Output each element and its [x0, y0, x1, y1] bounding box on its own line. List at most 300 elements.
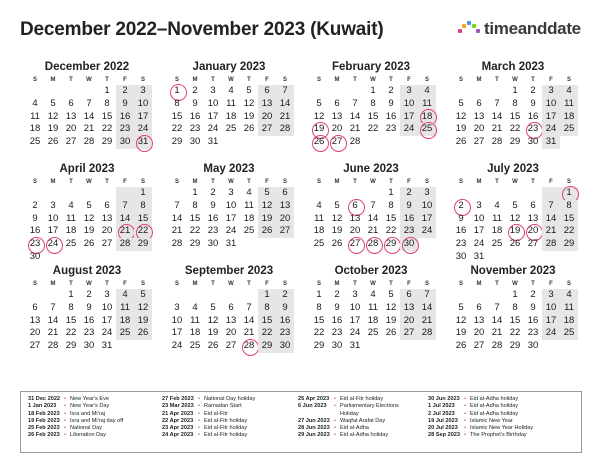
day-cell: 26: [455, 136, 467, 148]
day-cell: 26: [134, 327, 152, 340]
day-cell: 23: [189, 123, 201, 135]
empty-day-cell: [186, 289, 204, 302]
weekday-header: F: [265, 179, 269, 185]
weekday-header: S: [140, 179, 145, 185]
day-cell: 11: [314, 212, 324, 224]
day-cell: 17: [542, 111, 560, 124]
days-grid: [310, 85, 438, 149]
month-calendar: [300, 60, 442, 162]
day-cell: 5: [458, 97, 464, 109]
day-cell: 8: [134, 200, 152, 213]
day-cell: 15: [509, 314, 521, 326]
timeanddate-logo[interactable]: [458, 19, 581, 39]
day-cell: 29: [189, 238, 201, 250]
holiday-day-cell: 30: [400, 238, 418, 251]
day-cell: 29: [134, 238, 152, 251]
weekday-header: F: [549, 77, 553, 83]
day-cell: 24: [225, 225, 237, 237]
day-cell: 18: [367, 314, 379, 326]
day-cell: 5: [86, 199, 92, 211]
day-cell: 13: [101, 212, 113, 224]
empty-day-cell: [488, 187, 506, 200]
legend-entry: [298, 425, 428, 432]
day-cell: 16: [527, 110, 539, 122]
month-name: December 2022: [44, 61, 130, 73]
weekday-header: S: [566, 77, 571, 83]
month-name: June 2023: [343, 163, 399, 175]
day-cell: 16: [29, 225, 41, 237]
day-cell: 12: [509, 212, 521, 224]
legend-holiday-name: Eid al-Adha holiday: [470, 403, 519, 410]
day-cell: 23: [276, 327, 294, 340]
day-cell: 11: [492, 212, 502, 224]
day-cell: 27: [258, 123, 276, 136]
legend-bullet-icon: •: [64, 425, 66, 432]
day-cell: 25: [65, 238, 77, 250]
day-cell: 23: [455, 238, 467, 250]
day-cell: 21: [367, 225, 379, 237]
legend-bullet-icon: •: [464, 425, 466, 432]
days-grid: [310, 289, 438, 353]
day-cell: 18: [313, 225, 325, 237]
empty-day-cell: [346, 187, 364, 200]
day-cell: 12: [243, 97, 255, 109]
empty-day-cell: [62, 85, 80, 98]
days-grid: [168, 187, 296, 251]
weekday-header: T: [211, 281, 215, 287]
day-cell: 17: [542, 315, 560, 328]
day-cell: 20: [65, 123, 77, 135]
day-cell: 13: [527, 212, 539, 224]
legend-bullet-icon: •: [198, 403, 200, 410]
day-cell: 27: [527, 238, 539, 250]
legend-entry: [28, 403, 162, 410]
day-cell: 24: [400, 123, 418, 136]
day-cell: 6: [228, 301, 234, 313]
day-cell: 4: [192, 301, 198, 313]
day-cell: 19: [331, 225, 343, 237]
days-grid: [26, 187, 154, 264]
legend-entry: [162, 411, 298, 418]
day-cell: 27: [29, 340, 41, 352]
holiday-day-cell: 24: [44, 238, 62, 251]
empty-day-cell: [328, 85, 346, 98]
weekday-header: S: [316, 281, 321, 287]
day-cell: 13: [331, 110, 343, 122]
legend-date: 19 Feb 2023: [28, 417, 60, 424]
day-cell: 24: [418, 225, 436, 238]
legend-holiday-name: Eid al-Fitr holiday: [340, 396, 384, 402]
day-cell: 6: [276, 187, 294, 200]
day-cell: 22: [509, 327, 521, 339]
day-cell: 22: [367, 123, 379, 135]
day-cell: 14: [542, 213, 560, 226]
weekday-header: S: [424, 77, 429, 83]
day-cell: 3: [352, 289, 358, 300]
weekday-header: S: [174, 179, 179, 185]
day-cell: 6: [32, 301, 38, 313]
legend-entry: [28, 396, 162, 403]
day-cell: 22: [385, 225, 397, 237]
month-name: May 2023: [203, 163, 255, 175]
day-cell: 16: [276, 315, 294, 328]
day-cell: 25: [560, 123, 578, 136]
day-cell: 16: [385, 110, 397, 122]
day-cell: 24: [171, 340, 183, 352]
day-cell: 4: [68, 199, 74, 211]
day-cell: 17: [473, 225, 485, 237]
day-cell: 8: [192, 199, 198, 211]
logo-dot: [458, 29, 462, 33]
day-cell: 25: [116, 327, 134, 340]
day-cell: 3: [50, 199, 56, 211]
day-cell: 29: [101, 136, 113, 148]
day-cell: 16: [455, 225, 467, 237]
day-cell: 14: [116, 213, 134, 226]
day-cell: 8: [512, 301, 518, 313]
day-cell: 12: [385, 301, 397, 313]
days-grid: [26, 85, 154, 149]
weekday-header: W: [228, 77, 234, 83]
weekday-header: S: [282, 281, 287, 287]
day-cell: 1: [316, 289, 322, 300]
day-cell: 15: [313, 314, 325, 326]
legend-holiday-name: Eid al-Fitr holiday: [204, 432, 248, 439]
day-cell: 13: [29, 314, 41, 326]
holiday-legend: [20, 391, 582, 453]
day-cell: 2: [530, 85, 536, 96]
day-cell: 7: [370, 199, 376, 211]
weekday-header: F: [407, 179, 411, 185]
day-cell: 24: [101, 327, 113, 339]
empty-day-cell: [524, 187, 542, 200]
empty-day-cell: [506, 187, 524, 200]
weekday-header: F: [123, 77, 127, 83]
day-cell: 29: [560, 238, 578, 251]
legend-entry: [28, 432, 162, 439]
legend-bullet-icon: •: [64, 417, 66, 424]
empty-day-cell: [542, 187, 560, 200]
legend-entry: [298, 432, 428, 439]
empty-day-cell: [44, 187, 62, 200]
day-cell: 20: [400, 315, 418, 328]
legend-date: 24 Apr 2023: [162, 432, 194, 439]
day-cell: 24: [349, 327, 361, 339]
day-cell: 5: [334, 199, 340, 211]
day-cell: 29: [258, 340, 276, 353]
day-cell: 10: [101, 301, 113, 313]
day-cell: 5: [258, 187, 276, 200]
month-calendar: [16, 264, 158, 366]
weekday-header: S: [32, 77, 37, 83]
weekday-header: M: [192, 179, 198, 185]
weekday-header: M: [50, 281, 56, 287]
day-cell: 20: [101, 225, 113, 237]
legend-entry: [28, 418, 162, 425]
weekday-header: M: [476, 281, 482, 287]
legend-date: 25 Apr 2023: [298, 396, 330, 402]
day-cell: 7: [418, 289, 436, 302]
day-cell: 1: [104, 85, 110, 96]
day-cell: 11: [560, 302, 578, 315]
day-cell: 27: [225, 340, 237, 352]
day-cell: 22: [509, 123, 521, 135]
empty-day-cell: [488, 85, 506, 98]
day-cell: 18: [65, 225, 77, 237]
day-cell: 11: [418, 98, 436, 111]
day-cell: 17: [207, 110, 219, 122]
day-cell: 2: [210, 187, 216, 198]
day-cell: 3: [418, 187, 436, 200]
day-cell: 15: [189, 212, 201, 224]
month-calendar: [442, 264, 584, 366]
day-cell: 16: [207, 212, 219, 224]
weekday-header: S: [282, 77, 287, 83]
day-cell: 12: [313, 110, 325, 122]
day-cell: 1: [512, 85, 518, 96]
day-cell: 26: [83, 238, 95, 250]
legend-date: 18 Feb 2023: [28, 410, 60, 417]
day-cell: 6: [476, 301, 482, 313]
weekday-header-row: [26, 280, 154, 289]
holiday-day-cell: 26: [310, 136, 328, 149]
legend-holiday-name: Isra and Mi'raj day off: [70, 417, 124, 424]
legend-date: 20 Jul 2023: [428, 425, 458, 432]
day-cell: 2: [334, 289, 340, 300]
month-calendar: [158, 60, 300, 162]
month-name: October 2023: [334, 265, 408, 277]
day-cell: 31: [225, 238, 237, 250]
legend-holiday-name: Islamic New Year Holiday: [470, 425, 534, 432]
logo-dot: [462, 24, 466, 28]
empty-day-cell: [44, 289, 62, 302]
day-cell: 9: [388, 97, 394, 109]
legend-date: 22 Apr 2023: [162, 417, 194, 424]
month-calendar: [300, 162, 442, 264]
legend-holiday-name: Eid al-Adha holiday: [470, 410, 519, 417]
weekday-header-row: [452, 178, 580, 187]
day-cell: 2: [192, 85, 198, 96]
weekday-header: W: [228, 281, 234, 287]
empty-day-cell: [470, 289, 488, 302]
empty-day-cell: [204, 289, 222, 302]
day-cell: 21: [276, 111, 294, 124]
day-cell: 8: [258, 302, 276, 315]
weekday-header: S: [458, 281, 463, 287]
weekday-header: T: [531, 281, 535, 287]
day-cell: 23: [527, 327, 539, 339]
day-cell: 10: [47, 212, 59, 224]
weekday-header: T: [495, 281, 499, 287]
weekday-header: T: [105, 179, 109, 185]
month-calendar: [16, 60, 158, 162]
legend-date: 31 Dec 2022: [28, 396, 61, 402]
legend-holiday-name: National Day: [70, 425, 103, 432]
weekday-header: W: [512, 179, 518, 185]
day-cell: 3: [174, 301, 180, 313]
day-cell: 18: [560, 315, 578, 328]
day-cell: 7: [494, 301, 500, 313]
day-cell: 2: [530, 289, 536, 300]
holiday-day-cell: 6: [346, 200, 364, 213]
weekday-header: M: [476, 179, 482, 185]
legend-bullet-icon: •: [464, 410, 466, 417]
legend-bullet-icon: •: [198, 432, 200, 439]
weekday-header: T: [211, 179, 215, 185]
day-cell: 19: [385, 314, 397, 326]
weekday-header: S: [282, 179, 287, 185]
weekday-header: M: [50, 77, 56, 83]
day-cell: 26: [207, 340, 219, 352]
day-cell: 7: [50, 301, 56, 313]
empty-day-cell: [168, 187, 186, 200]
legend-date: [298, 411, 334, 418]
month-name: July 2023: [487, 163, 539, 175]
legend-holiday-name: Eid al-Adha: [340, 425, 369, 432]
weekday-header: T: [105, 77, 109, 83]
holiday-day-cell: 31: [134, 136, 152, 149]
day-cell: 8: [560, 200, 578, 213]
legend-bullet-icon: •: [64, 410, 66, 417]
day-cell: 8: [104, 97, 110, 109]
day-cell: 31: [349, 340, 361, 352]
day-cell: 21: [47, 327, 59, 339]
day-cell: 7: [494, 97, 500, 109]
day-cell: 16: [331, 314, 343, 326]
day-cell: 30: [116, 136, 134, 149]
day-cell: 8: [68, 301, 74, 313]
day-cell: 11: [190, 314, 200, 326]
day-cell: 16: [400, 213, 418, 226]
day-cell: 1: [370, 85, 376, 96]
month-calendar: [442, 162, 584, 264]
day-cell: 28: [491, 340, 503, 352]
day-cell: 4: [246, 187, 252, 198]
day-cell: 28: [83, 136, 95, 148]
day-cell: 4: [228, 85, 234, 96]
day-cell: 12: [455, 314, 467, 326]
days-grid: [168, 289, 296, 353]
holiday-day-cell: 28: [364, 238, 382, 251]
weekday-header: W: [86, 179, 92, 185]
legend-date: 1 Jul 2023: [428, 403, 455, 410]
holiday-day-cell: 2: [452, 200, 470, 213]
day-cell: 24: [207, 123, 219, 135]
weekday-header: S: [316, 77, 321, 83]
day-cell: 9: [334, 301, 340, 313]
day-cell: 10: [400, 98, 418, 111]
days-grid: [452, 289, 580, 353]
day-cell: 22: [101, 123, 113, 135]
weekday-header: T: [495, 179, 499, 185]
legend-holiday-name: Eid al-Adha holiday: [470, 396, 519, 402]
legend-bullet-icon: •: [334, 396, 336, 402]
day-cell: 27: [101, 238, 113, 250]
empty-day-cell: [452, 85, 470, 98]
weekday-header: M: [476, 77, 482, 83]
day-cell: 10: [225, 199, 237, 211]
day-cell: 30: [189, 136, 201, 148]
day-cell: 25: [560, 327, 578, 340]
weekday-header: F: [549, 281, 553, 287]
day-cell: 7: [276, 85, 294, 98]
legend-holiday-name: Waqfat Arafat Day: [340, 417, 386, 424]
day-cell: 31: [101, 340, 113, 352]
empty-day-cell: [452, 187, 470, 200]
legend-bullet-icon: •: [198, 396, 200, 402]
day-cell: 16: [116, 111, 134, 124]
empty-day-cell: [116, 187, 134, 200]
day-cell: 24: [473, 238, 485, 250]
legend-holiday-name: Parliamentary Elections: [340, 403, 399, 410]
day-cell: 24: [542, 123, 560, 136]
day-cell: 21: [243, 327, 255, 339]
day-cell: 19: [258, 213, 276, 226]
legend-holiday-name: New Year's Day: [70, 403, 110, 410]
day-cell: 14: [276, 98, 294, 111]
empty-day-cell: [452, 289, 470, 302]
day-cell: 12: [134, 302, 152, 315]
empty-day-cell: [62, 187, 80, 200]
day-cell: 21: [491, 327, 503, 339]
legend-bullet-icon: •: [464, 432, 466, 439]
day-cell: 4: [316, 199, 322, 211]
legend-column: [298, 396, 428, 452]
day-cell: 5: [134, 289, 152, 302]
day-cell: 11: [368, 301, 378, 313]
day-cell: 7: [174, 199, 180, 211]
day-cell: 5: [210, 301, 216, 313]
empty-day-cell: [328, 187, 346, 200]
day-cell: 17: [225, 212, 237, 224]
day-cell: 4: [32, 97, 38, 109]
logo-text: timeanddate: [484, 19, 581, 38]
days-grid: [452, 187, 580, 264]
day-cell: 22: [560, 225, 578, 238]
day-cell: 7: [116, 200, 134, 213]
day-cell: 31: [473, 250, 485, 262]
legend-holiday-name: Isra and Mi'raj: [70, 410, 105, 417]
day-cell: 9: [32, 212, 38, 224]
legend-entry: [428, 411, 590, 418]
legend-entry: [428, 403, 590, 410]
day-cell: 25: [313, 238, 325, 250]
weekday-header: W: [512, 77, 518, 83]
day-cell: 23: [400, 225, 418, 238]
day-cell: 20: [258, 111, 276, 124]
day-cell: 7: [352, 97, 358, 109]
weekday-header: S: [424, 281, 429, 287]
day-cell: 30: [527, 340, 539, 352]
legend-date: 26 Feb 2023: [28, 432, 60, 439]
legend-bullet-icon: •: [64, 403, 66, 410]
day-cell: 30: [276, 340, 294, 353]
legend-holiday-name: Eid al-Fitr: [204, 410, 228, 417]
day-cell: 22: [258, 327, 276, 340]
day-cell: 21: [542, 225, 560, 238]
day-cell: 18: [225, 110, 237, 122]
day-cell: 24: [542, 327, 560, 340]
holiday-day-cell: 28: [240, 340, 258, 353]
weekday-header: S: [174, 281, 179, 287]
day-cell: 9: [116, 98, 134, 111]
day-cell: 31: [207, 136, 219, 148]
day-cell: 16: [527, 314, 539, 326]
weekday-header: F: [407, 77, 411, 83]
day-cell: 17: [101, 314, 113, 326]
logo-dot: [476, 29, 480, 33]
empty-day-cell: [310, 85, 328, 98]
